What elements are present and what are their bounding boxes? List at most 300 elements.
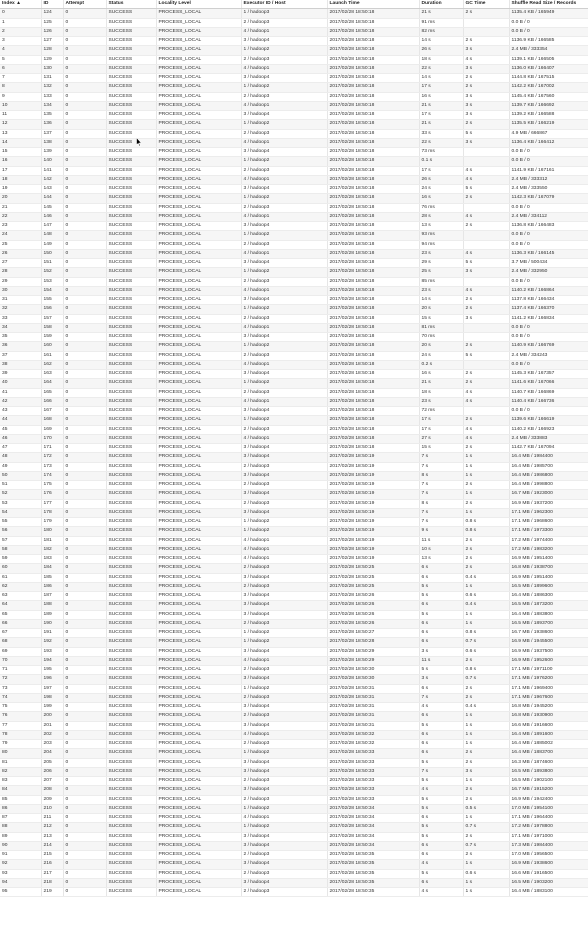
cell-id: 160 bbox=[41, 342, 63, 351]
cell-launch-time: 2017/02/28 18:50:18 bbox=[327, 259, 419, 268]
cell-locality-level: PROCESS_LOCAL bbox=[156, 869, 241, 878]
cell-index: 83 bbox=[0, 777, 41, 786]
cell-executor-host: 1 / hadoop2 bbox=[241, 268, 327, 277]
cell-attempt: 0 bbox=[63, 462, 106, 471]
cell-index: 65 bbox=[0, 610, 41, 619]
cell-duration: 7 s bbox=[419, 490, 463, 499]
cell-executor-host: 4 / hadoop1 bbox=[241, 545, 327, 554]
cell-gc-time: 0.7 s bbox=[463, 638, 509, 647]
cell-index: 69 bbox=[0, 647, 41, 656]
cell-executor-host: 4 / hadoop1 bbox=[241, 138, 327, 147]
cell-shuffle-read: 1140.2 KB / 166923 bbox=[509, 425, 588, 434]
cell-gc-time: 1 s bbox=[463, 490, 509, 499]
cell-attempt: 0 bbox=[63, 55, 106, 64]
cell-gc-time: 2 s bbox=[463, 786, 509, 795]
table-row bbox=[0, 592, 588, 601]
cell-id: 158 bbox=[41, 323, 63, 332]
table-row bbox=[0, 92, 588, 101]
cell-gc-time bbox=[463, 18, 509, 27]
cell-id: 196 bbox=[41, 675, 63, 684]
col-header-attempt[interactable]: Attempt bbox=[63, 0, 106, 9]
cell-locality-level: PROCESS_LOCAL bbox=[156, 795, 241, 804]
cell-id: 211 bbox=[41, 814, 63, 823]
cell-duration: 5 s bbox=[419, 582, 463, 591]
cell-shuffle-read: 16.4 MB / 1883800 bbox=[509, 610, 588, 619]
cell-gc-time: 4 s bbox=[463, 397, 509, 406]
table-row bbox=[0, 758, 588, 767]
cell-executor-host: 3 / hadoop4 bbox=[241, 259, 327, 268]
cell-id: 205 bbox=[41, 758, 63, 767]
cell-status: SUCCESS bbox=[106, 101, 156, 110]
cell-index: 5 bbox=[0, 55, 41, 64]
cell-status: SUCCESS bbox=[106, 610, 156, 619]
table-row bbox=[0, 767, 588, 776]
cell-locality-level: PROCESS_LOCAL bbox=[156, 555, 241, 564]
cell-attempt: 0 bbox=[63, 638, 106, 647]
cell-launch-time: 2017/02/28 18:50:18 bbox=[327, 92, 419, 101]
cell-executor-host: 1 / hadoop3 bbox=[241, 9, 327, 18]
cell-index: 1 bbox=[0, 18, 41, 27]
table-row bbox=[0, 231, 588, 240]
cell-shuffle-read: 1135.4 KB / 165949 bbox=[509, 9, 588, 18]
cell-locality-level: PROCESS_LOCAL bbox=[156, 684, 241, 693]
cell-launch-time: 2017/02/28 18:50:18 bbox=[327, 18, 419, 27]
cell-duration: 11 s bbox=[419, 536, 463, 545]
cell-locality-level: PROCESS_LOCAL bbox=[156, 675, 241, 684]
cell-shuffle-read: 4.9 MB / 666867 bbox=[509, 129, 588, 138]
cell-duration: 7 s bbox=[419, 518, 463, 527]
cell-status: SUCCESS bbox=[106, 518, 156, 527]
cell-duration: 0.2 s bbox=[419, 360, 463, 369]
cell-executor-host: 4 / hadoop1 bbox=[241, 730, 327, 739]
cell-gc-time: 2 s bbox=[463, 832, 509, 841]
cell-id: 184 bbox=[41, 564, 63, 573]
cell-gc-time: 3 s bbox=[463, 101, 509, 110]
cell-status: SUCCESS bbox=[106, 804, 156, 813]
cell-launch-time: 2017/02/28 18:50:18 bbox=[327, 268, 419, 277]
cell-id: 201 bbox=[41, 721, 63, 730]
col-header-status[interactable]: Status bbox=[106, 0, 156, 9]
cell-id: 194 bbox=[41, 656, 63, 665]
cell-duration: 8 s bbox=[419, 499, 463, 508]
cell-executor-host: 3 / hadoop4 bbox=[241, 841, 327, 850]
cell-gc-time: 5 s bbox=[463, 259, 509, 268]
cell-id: 137 bbox=[41, 129, 63, 138]
table-row bbox=[0, 703, 588, 712]
cell-executor-host: 4 / hadoop1 bbox=[241, 656, 327, 665]
cell-attempt: 0 bbox=[63, 619, 106, 628]
col-header-index[interactable]: Index ▲ bbox=[0, 0, 41, 9]
cell-status: SUCCESS bbox=[106, 351, 156, 360]
cell-id: 152 bbox=[41, 268, 63, 277]
cell-index: 53 bbox=[0, 499, 41, 508]
cell-duration: 11 s bbox=[419, 656, 463, 665]
cell-attempt: 0 bbox=[63, 101, 106, 110]
cell-locality-level: PROCESS_LOCAL bbox=[156, 259, 241, 268]
table-row bbox=[0, 518, 588, 527]
cell-locality-level: PROCESS_LOCAL bbox=[156, 305, 241, 314]
cell-id: 154 bbox=[41, 286, 63, 295]
col-header-gc-time[interactable]: GC Time bbox=[463, 0, 509, 9]
cell-attempt: 0 bbox=[63, 407, 106, 416]
col-header-id[interactable]: ID bbox=[41, 0, 63, 9]
cell-executor-host: 4 / hadoop1 bbox=[241, 212, 327, 221]
cell-launch-time: 2017/02/28 18:50:18 bbox=[327, 305, 419, 314]
cell-locality-level: PROCESS_LOCAL bbox=[156, 397, 241, 406]
table-row bbox=[0, 351, 588, 360]
cell-id: 144 bbox=[41, 194, 63, 203]
cell-shuffle-read: 0.0 B / 0 bbox=[509, 407, 588, 416]
cell-launch-time: 2017/02/28 18:50:18 bbox=[327, 314, 419, 323]
cell-executor-host: 4 / hadoop1 bbox=[241, 249, 327, 258]
cell-duration: 21 s bbox=[419, 101, 463, 110]
cell-launch-time: 2017/02/28 18:50:18 bbox=[327, 46, 419, 55]
cell-executor-host: 1 / hadoop2 bbox=[241, 638, 327, 647]
cell-launch-time: 2017/02/28 18:50:18 bbox=[327, 249, 419, 258]
cell-attempt: 0 bbox=[63, 370, 106, 379]
cell-status: SUCCESS bbox=[106, 138, 156, 147]
cell-duration: 18 s bbox=[419, 388, 463, 397]
cell-launch-time: 2017/02/28 18:50:19 bbox=[327, 490, 419, 499]
cell-executor-host: 2 / hadoop3 bbox=[241, 499, 327, 508]
cell-gc-time: 2 s bbox=[463, 296, 509, 305]
cell-launch-time: 2017/02/28 18:50:18 bbox=[327, 203, 419, 212]
cell-gc-time: 2 s bbox=[463, 564, 509, 573]
table-row bbox=[0, 185, 588, 194]
cell-gc-time: 2 s bbox=[463, 9, 509, 18]
cell-locality-level: PROCESS_LOCAL bbox=[156, 592, 241, 601]
cell-index: 62 bbox=[0, 582, 41, 591]
cell-index: 13 bbox=[0, 129, 41, 138]
cell-locality-level: PROCESS_LOCAL bbox=[156, 453, 241, 462]
cell-status: SUCCESS bbox=[106, 388, 156, 397]
table-row bbox=[0, 869, 588, 878]
cell-duration: 28 s bbox=[419, 212, 463, 221]
cell-index: 3 bbox=[0, 37, 41, 46]
cell-executor-host: 3 / hadoop4 bbox=[241, 74, 327, 83]
cell-attempt: 0 bbox=[63, 249, 106, 258]
cell-shuffle-read: 17.0 MB / 1956500 bbox=[509, 851, 588, 860]
cell-locality-level: PROCESS_LOCAL bbox=[156, 712, 241, 721]
cell-locality-level: PROCESS_LOCAL bbox=[156, 730, 241, 739]
cell-attempt: 0 bbox=[63, 416, 106, 425]
cell-launch-time: 2017/02/28 18:50:18 bbox=[327, 101, 419, 110]
cell-index: 80 bbox=[0, 749, 41, 758]
cell-id: 179 bbox=[41, 518, 63, 527]
cell-gc-time: 0.4 s bbox=[463, 601, 509, 610]
cell-gc-time: 0.6 s bbox=[463, 592, 509, 601]
cell-status: SUCCESS bbox=[106, 249, 156, 258]
cell-duration: 0.1 s bbox=[419, 157, 463, 166]
cell-attempt: 0 bbox=[63, 342, 106, 351]
cell-attempt: 0 bbox=[63, 222, 106, 231]
cell-executor-host: 1 / hadoop2 bbox=[241, 527, 327, 536]
cell-shuffle-read: 1136.0 KB / 166407 bbox=[509, 64, 588, 73]
cell-gc-time: 3 s bbox=[463, 111, 509, 120]
cell-gc-time bbox=[463, 157, 509, 166]
table-row bbox=[0, 148, 588, 157]
cell-locality-level: PROCESS_LOCAL bbox=[156, 231, 241, 240]
cell-gc-time: 2 s bbox=[463, 222, 509, 231]
cell-id: 175 bbox=[41, 481, 63, 490]
cell-executor-host: 3 / hadoop4 bbox=[241, 111, 327, 120]
cell-duration: 6 s bbox=[419, 878, 463, 887]
cell-shuffle-read: 1144.8 KB / 167515 bbox=[509, 74, 588, 83]
cell-shuffle-read: 16.9 MB / 1937200 bbox=[509, 499, 588, 508]
cell-attempt: 0 bbox=[63, 481, 106, 490]
cell-attempt: 0 bbox=[63, 814, 106, 823]
cell-attempt: 0 bbox=[63, 878, 106, 887]
cell-launch-time: 2017/02/28 18:50:18 bbox=[327, 240, 419, 249]
cell-locality-level: PROCESS_LOCAL bbox=[156, 758, 241, 767]
cell-executor-host: 2 / hadoop3 bbox=[241, 203, 327, 212]
table-row bbox=[0, 323, 588, 332]
cell-launch-time: 2017/02/28 18:50:18 bbox=[327, 120, 419, 129]
cell-locality-level: PROCESS_LOCAL bbox=[156, 434, 241, 443]
cell-attempt: 0 bbox=[63, 333, 106, 342]
cell-index: 10 bbox=[0, 101, 41, 110]
cell-attempt: 0 bbox=[63, 323, 106, 332]
cell-status: SUCCESS bbox=[106, 777, 156, 786]
cell-index: 45 bbox=[0, 425, 41, 434]
cell-index: 42 bbox=[0, 397, 41, 406]
cell-launch-time: 2017/02/28 18:50:19 bbox=[327, 555, 419, 564]
cell-index: 26 bbox=[0, 249, 41, 258]
cell-shuffle-read: 16.9 MB / 1937500 bbox=[509, 647, 588, 656]
cell-locality-level: PROCESS_LOCAL bbox=[156, 629, 241, 638]
cell-locality-level: PROCESS_LOCAL bbox=[156, 425, 241, 434]
cell-id: 177 bbox=[41, 499, 63, 508]
cell-shuffle-read: 1141.9 KB / 167161 bbox=[509, 166, 588, 175]
cell-launch-time: 2017/02/28 18:50:19 bbox=[327, 453, 419, 462]
cell-gc-time: 1 s bbox=[463, 508, 509, 517]
cell-executor-host: 2 / hadoop3 bbox=[241, 693, 327, 702]
cell-status: SUCCESS bbox=[106, 601, 156, 610]
cell-shuffle-read: 1145.3 KB / 167357 bbox=[509, 370, 588, 379]
table-row bbox=[0, 619, 588, 628]
cell-status: SUCCESS bbox=[106, 832, 156, 841]
cell-attempt: 0 bbox=[63, 360, 106, 369]
cell-launch-time: 2017/02/28 18:50:35 bbox=[327, 888, 419, 897]
cell-executor-host: 3 / hadoop4 bbox=[241, 296, 327, 305]
cell-index: 66 bbox=[0, 619, 41, 628]
cell-duration: 91 ms bbox=[419, 18, 463, 27]
cell-launch-time: 2017/02/28 18:50:33 bbox=[327, 795, 419, 804]
cell-attempt: 0 bbox=[63, 647, 106, 656]
cell-gc-time: 2 s bbox=[463, 656, 509, 665]
cell-locality-level: PROCESS_LOCAL bbox=[156, 18, 241, 27]
cell-shuffle-read: 16.4 MB / 1984400 bbox=[509, 453, 588, 462]
cell-index: 34 bbox=[0, 323, 41, 332]
cell-shuffle-read: 2.4 MB / 332950 bbox=[509, 268, 588, 277]
cell-executor-host: 3 / hadoop4 bbox=[241, 592, 327, 601]
cell-duration: 16 s bbox=[419, 370, 463, 379]
cell-duration: 17 s bbox=[419, 425, 463, 434]
cell-launch-time: 2017/02/28 18:50:33 bbox=[327, 777, 419, 786]
table-row bbox=[0, 749, 588, 758]
table-row bbox=[0, 629, 588, 638]
cell-locality-level: PROCESS_LOCAL bbox=[156, 296, 241, 305]
col-header-locality-level[interactable]: Locality Level bbox=[156, 0, 241, 9]
cell-executor-host: 2 / hadoop3 bbox=[241, 351, 327, 360]
table-row bbox=[0, 536, 588, 545]
table-body bbox=[0, 9, 588, 897]
cell-shuffle-read: 17.1 MB / 1968600 bbox=[509, 518, 588, 527]
cell-id: 208 bbox=[41, 786, 63, 795]
cell-launch-time: 2017/02/28 18:50:34 bbox=[327, 804, 419, 813]
cell-index: 28 bbox=[0, 268, 41, 277]
cell-gc-time: 1 s bbox=[463, 610, 509, 619]
cell-shuffle-read: 16.7 MB / 1923000 bbox=[509, 490, 588, 499]
cell-locality-level: PROCESS_LOCAL bbox=[156, 148, 241, 157]
cell-id: 203 bbox=[41, 740, 63, 749]
cell-id: 147 bbox=[41, 222, 63, 231]
cell-attempt: 0 bbox=[63, 74, 106, 83]
table-row bbox=[0, 101, 588, 110]
cell-duration: 5 s bbox=[419, 666, 463, 675]
cell-status: SUCCESS bbox=[106, 111, 156, 120]
table-row bbox=[0, 499, 588, 508]
cell-launch-time: 2017/02/28 18:50:31 bbox=[327, 684, 419, 693]
cell-index: 6 bbox=[0, 64, 41, 73]
cell-gc-time: 1 s bbox=[463, 777, 509, 786]
cell-gc-time: 0.5 s bbox=[463, 804, 509, 813]
table-row bbox=[0, 638, 588, 647]
cell-launch-time: 2017/02/28 18:50:18 bbox=[327, 286, 419, 295]
col-header-launch-time[interactable]: Launch Time bbox=[327, 0, 419, 9]
cell-status: SUCCESS bbox=[106, 758, 156, 767]
cell-launch-time: 2017/02/28 18:50:25 bbox=[327, 582, 419, 591]
cell-locality-level: PROCESS_LOCAL bbox=[156, 693, 241, 702]
cell-launch-time: 2017/02/28 18:50:18 bbox=[327, 148, 419, 157]
cell-index: 49 bbox=[0, 462, 41, 471]
cell-id: 133 bbox=[41, 92, 63, 101]
cell-index: 57 bbox=[0, 536, 41, 545]
cell-gc-time: 2 s bbox=[463, 795, 509, 804]
cell-index: 63 bbox=[0, 592, 41, 601]
col-header-executor-host[interactable]: Executor ID / Host bbox=[241, 0, 327, 9]
cell-duration: 10 s bbox=[419, 545, 463, 554]
cell-shuffle-read: 16.4 MB / 1986800 bbox=[509, 471, 588, 480]
cell-attempt: 0 bbox=[63, 259, 106, 268]
cell-status: SUCCESS bbox=[106, 508, 156, 517]
table-row bbox=[0, 222, 588, 231]
table-row bbox=[0, 582, 588, 591]
cell-index: 40 bbox=[0, 379, 41, 388]
cell-locality-level: PROCESS_LOCAL bbox=[156, 610, 241, 619]
cell-executor-host: 3 / hadoop4 bbox=[241, 185, 327, 194]
cell-locality-level: PROCESS_LOCAL bbox=[156, 74, 241, 83]
cell-executor-host: 4 / hadoop1 bbox=[241, 536, 327, 545]
cell-attempt: 0 bbox=[63, 573, 106, 582]
cell-attempt: 0 bbox=[63, 869, 106, 878]
col-header-shuffle-read[interactable]: Shuffle Read Size / Records bbox=[509, 0, 588, 9]
cell-index: 2 bbox=[0, 27, 41, 36]
cell-index: 11 bbox=[0, 111, 41, 120]
cell-index: 82 bbox=[0, 767, 41, 776]
cell-locality-level: PROCESS_LOCAL bbox=[156, 157, 241, 166]
cell-index: 9 bbox=[0, 92, 41, 101]
cell-index: 29 bbox=[0, 277, 41, 286]
cell-shuffle-read: 1136.9 KB / 166585 bbox=[509, 37, 588, 46]
cell-gc-time: 2 s bbox=[463, 37, 509, 46]
cell-id: 190 bbox=[41, 619, 63, 628]
table-row bbox=[0, 851, 588, 860]
cell-id: 166 bbox=[41, 397, 63, 406]
cell-launch-time: 2017/02/28 18:50:35 bbox=[327, 878, 419, 887]
cell-shuffle-read: 17.1 MB / 1971100 bbox=[509, 666, 588, 675]
cell-duration: 6 s bbox=[419, 573, 463, 582]
cell-id: 127 bbox=[41, 37, 63, 46]
cell-shuffle-read: 16.4 MB / 1885002 bbox=[509, 740, 588, 749]
cell-launch-time: 2017/02/28 18:50:25 bbox=[327, 573, 419, 582]
cell-id: 157 bbox=[41, 314, 63, 323]
cell-shuffle-read: 16.4 MB / 1985700 bbox=[509, 462, 588, 471]
cell-id: 126 bbox=[41, 27, 63, 36]
cell-launch-time: 2017/02/28 18:50:26 bbox=[327, 592, 419, 601]
cell-id: 200 bbox=[41, 712, 63, 721]
cell-shuffle-read: 16.9 MB / 1945500 bbox=[509, 638, 588, 647]
cell-id: 193 bbox=[41, 647, 63, 656]
cell-attempt: 0 bbox=[63, 730, 106, 739]
cell-launch-time: 2017/02/28 18:50:18 bbox=[327, 185, 419, 194]
cell-gc-time: 2 s bbox=[463, 194, 509, 203]
cell-id: 148 bbox=[41, 231, 63, 240]
cell-index: 81 bbox=[0, 758, 41, 767]
cell-locality-level: PROCESS_LOCAL bbox=[156, 666, 241, 675]
cell-index: 27 bbox=[0, 259, 41, 268]
cell-id: 170 bbox=[41, 434, 63, 443]
cell-status: SUCCESS bbox=[106, 55, 156, 64]
cell-locality-level: PROCESS_LOCAL bbox=[156, 240, 241, 249]
cell-id: 142 bbox=[41, 175, 63, 184]
cell-index: 61 bbox=[0, 573, 41, 582]
cell-duration: 21 s bbox=[419, 120, 463, 129]
cell-launch-time: 2017/02/28 18:50:26 bbox=[327, 619, 419, 628]
cell-id: 125 bbox=[41, 18, 63, 27]
cell-status: SUCCESS bbox=[106, 120, 156, 129]
cell-attempt: 0 bbox=[63, 740, 106, 749]
cell-executor-host: 1 / hadoop2 bbox=[241, 518, 327, 527]
cell-shuffle-read: 1135.5 KB / 166219 bbox=[509, 120, 588, 129]
cell-index: 58 bbox=[0, 545, 41, 554]
cell-id: 185 bbox=[41, 573, 63, 582]
cell-executor-host: 4 / hadoop1 bbox=[241, 101, 327, 110]
cell-duration: 7 s bbox=[419, 693, 463, 702]
cell-executor-host: 4 / hadoop1 bbox=[241, 27, 327, 36]
cell-shuffle-read: 16.5 MB / 1903200 bbox=[509, 878, 588, 887]
cell-status: SUCCESS bbox=[106, 527, 156, 536]
cell-launch-time: 2017/02/28 18:50:18 bbox=[327, 425, 419, 434]
cell-duration: 17 s bbox=[419, 111, 463, 120]
table-row bbox=[0, 777, 588, 786]
cell-id: 168 bbox=[41, 416, 63, 425]
cell-id: 143 bbox=[41, 185, 63, 194]
cell-shuffle-read: 1142.2 KB / 167002 bbox=[509, 83, 588, 92]
cell-index: 25 bbox=[0, 240, 41, 249]
col-header-duration[interactable]: Duration bbox=[419, 0, 463, 9]
cell-executor-host: 4 / hadoop1 bbox=[241, 814, 327, 823]
cell-status: SUCCESS bbox=[106, 767, 156, 776]
cell-launch-time: 2017/02/28 18:50:18 bbox=[327, 9, 419, 18]
cell-index: 60 bbox=[0, 564, 41, 573]
cell-duration: 5 s bbox=[419, 823, 463, 832]
cell-attempt: 0 bbox=[63, 536, 106, 545]
cell-index: 39 bbox=[0, 370, 41, 379]
cell-duration: 15 s bbox=[419, 444, 463, 453]
cell-duration: 22 s bbox=[419, 138, 463, 147]
cell-attempt: 0 bbox=[63, 777, 106, 786]
